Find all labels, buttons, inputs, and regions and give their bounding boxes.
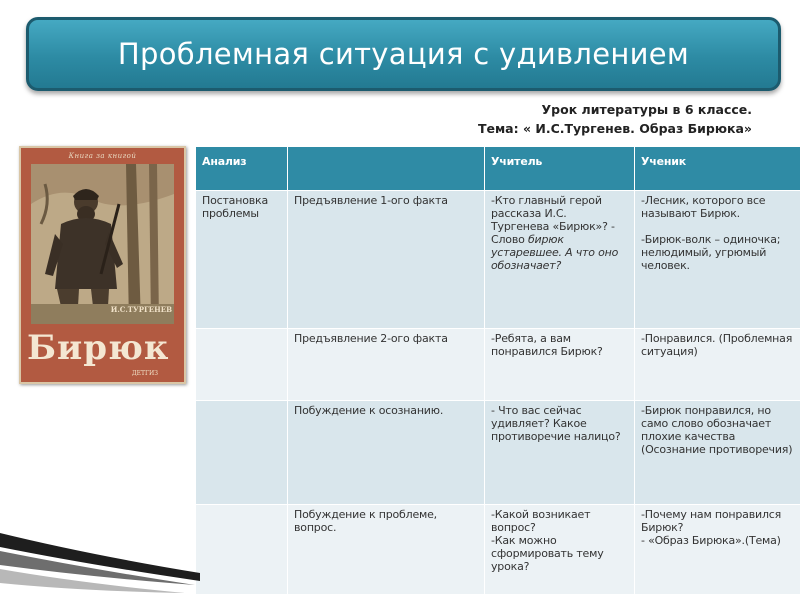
decorative-swoosh: [0, 525, 200, 600]
cell-analysis: Постановка проблемы: [196, 191, 288, 329]
student-text: - «Образ Бирюка».(Тема): [641, 534, 781, 547]
table-row: [196, 191, 800, 329]
cell-analysis: [196, 401, 288, 505]
header-student: Ученик: [635, 147, 800, 191]
teacher-text-italic: бирюк устаревшее. А что оно обозначает?: [491, 233, 619, 272]
table-row: [196, 329, 800, 401]
student-text: -Почему нам понравился Бирюк?: [641, 508, 782, 534]
book-cover-image: [19, 146, 186, 384]
lesson-line: Урок литературы в 6 классе.: [541, 102, 752, 117]
cell-student: -Бирюк понравился, но само слово обозначает плохие качества (Осознание противоречия): [635, 401, 800, 505]
cell-student: [635, 191, 800, 329]
lesson-table: [195, 146, 800, 595]
cell-analysis: [196, 329, 288, 401]
student-text: -Бирюк-волк – одиночка; нелюдимый, угрюмый человек.: [641, 233, 781, 272]
header-analysis: Анализ: [196, 147, 288, 191]
cell-analysis: [196, 505, 288, 595]
cell-teacher: [485, 191, 635, 329]
lesson-info: [478, 100, 752, 138]
book-series: Книга за книгой: [68, 152, 137, 160]
title-banner: [26, 17, 781, 91]
book-title: Бирюк: [27, 328, 170, 368]
cell-teacher: - Что вас сейчас удивляет? Какое противоречие налицо?: [485, 401, 635, 505]
slide-title: Проблемная ситуация с удивлением: [117, 37, 690, 71]
cell-step: Побуждение к проблеме, вопрос.: [288, 505, 485, 595]
book-publisher: ДЕТГИЗ: [131, 370, 158, 377]
book-illustration: [31, 164, 174, 324]
cell-step: Предъявление 1-ого факта: [288, 191, 485, 329]
header-teacher: Учитель: [485, 147, 635, 191]
cell-step: Предъявление 2-ого факта: [288, 329, 485, 401]
teacher-text: -Как можно сформировать тему урока?: [491, 534, 604, 573]
table-row: [196, 505, 800, 595]
cell-student: [635, 505, 800, 595]
student-text: -Лесник, которого все называют Бирюк.: [641, 194, 766, 220]
cell-teacher: [485, 505, 635, 595]
teacher-text: -Какой возникает вопрос?: [491, 508, 591, 534]
cell-teacher: -Ребята, а вам понравился Бирюк?: [485, 329, 635, 401]
table-header-row: [196, 147, 800, 191]
header-step: [288, 147, 485, 191]
table-row: [196, 401, 800, 505]
hunter-illustration: [31, 164, 174, 324]
teacher-text: -Кто главный герой рассказа И.С. Тургенева «Бирюк»? - Слово: [491, 194, 615, 246]
spacer: [641, 220, 794, 233]
cell-step: Побуждение к осознанию.: [288, 401, 485, 505]
topic-line: Тема: « И.С.Тургенев. Образ Бирюка»: [477, 121, 752, 136]
cell-student: -Понравился. (Проблемная ситуация): [635, 329, 800, 401]
book-cover: [21, 148, 184, 382]
book-author: И.С.ТУРГЕНЕВ: [110, 305, 172, 314]
